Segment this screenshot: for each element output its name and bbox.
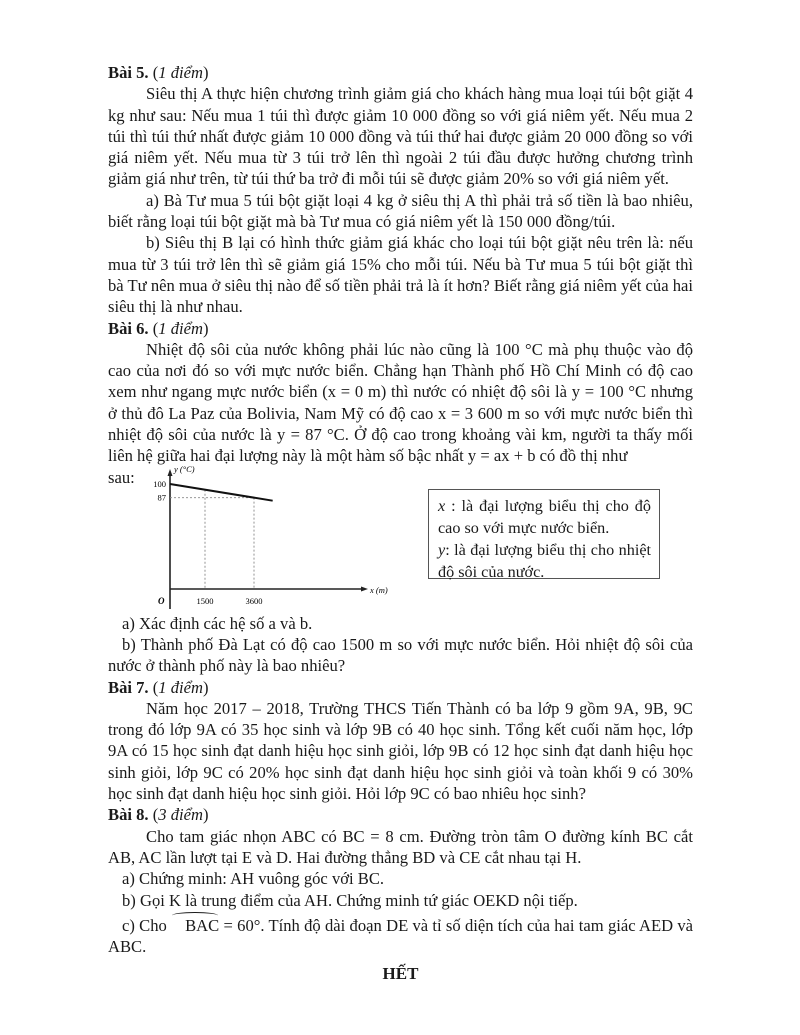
exam-page: [108, 62, 693, 1002]
problem-6-intro: Nhiệt độ sôi của nước không phải lúc nào cũng là 100 °C mà phụ thuộc vào độ cao của nơi đó so với mực nước biển. Chẳng hạn Thành phố Hồ Chí Minh có độ cao xem như ngang mực nước biển (x = 0 m) thì nước có nhiệt độ sôi là y = 100 °C nhưng ở thủ đô La Paz của Bolivia, Nam Mỹ có độ cao x = 3 600 m so với mực nước biển thì nhiệt độ sôi của nước là y = 87 °C. Ở độ cao trong khoảng vài km, người ta thấy mối liên hệ giữa hai đại lượng này là một hàm số bậc nhất y = ax + b có đồ thị như: [108, 339, 693, 466]
problem-6-part-b: b) Thành phố Đà Lạt có độ cao 1500 m so với mực nước biển. Hỏi nhiệt độ sôi của nước ở thành phố này là bao nhiêu?: [108, 634, 693, 676]
x-axis-arrow: [361, 586, 368, 591]
problem-8-part-a: a) Chứng minh: AH vuông góc với BC.: [122, 869, 385, 889]
end-marker: HẾT: [382, 964, 419, 984]
legend-y: y: là đại lượng biểu thị cho nhiệt độ sôi của nước.: [438, 540, 651, 581]
problem-5-part-b: b) Siêu thị B lại có hình thức giảm giá khác cho loại túi bột giặt nêu trên là: nếu mua từ 3 túi trở lên thì sẽ giảm giá 15% cho mỗi túi. Nếu bà Tư mua 5 túi bột giặt thì bà Tư nên mua ở siêu thị nào để số tiền phải trả là ít hơn? Biết rằng giá niêm yết của hai siêu thị là như nhau.: [108, 233, 693, 317]
problem-5-intro: Siêu thị A thực hiện chương trình giảm giá cho khách hàng mua loại túi bột giặt 4 kg như sau: Nếu mua 1 túi thì được giảm 10 000 đồng so với giá niêm yết. Nếu mua 2 túi thì túi thứ nhất được giảm 10 000 đồng và túi thứ hai được giảm 20 000 đồng so với giá niêm yết. Nếu mua từ 3 túi trở lên thì ngoài 2 túi đầu được hưởng chương trình giảm giá như trên, từ túi thứ ba trở đi mỗi túi sẽ được giảm 20% so với giá niêm yết.: [108, 84, 693, 189]
legend-x: x : là đại lượng biểu thị cho độ cao so với mực nước biển.: [438, 496, 651, 537]
function-line: [170, 484, 273, 501]
problem-5-part-a: a) Bà Tư mua 5 túi bột giặt loại 4 kg ở siêu thị A thì phải trả số tiền là bao nhiêu, biết rằng loại túi bột giặt mà bà Tư mua có giá niêm yết là 150 000 đồng/túi.: [108, 190, 693, 232]
problem-5-heading: Bài 5. (1 điểm): [108, 63, 209, 82]
y-tick-87: 87: [157, 492, 166, 503]
x-tick-1500: 1500: [196, 595, 214, 606]
problem-6-heading: Bài 6. (1 điểm): [108, 318, 209, 338]
problem-8-intro: Cho tam giác nhọn ABC có BC = 8 cm. Đường tròn tâm O đường kính BC cắt AB, AC lần lượt tại E và D. Hai đường thẳng BD và CE cắt nhau tại H.: [108, 826, 693, 867]
x-tick-3600: 3600: [245, 595, 263, 606]
angle-bac: BAC: [171, 915, 219, 936]
origin-label: O: [158, 595, 165, 606]
y-axis-arrow: [168, 469, 173, 476]
problem-8-part-b: b) Gọi K là trung điểm của AH. Chứng minh tứ giác OEKD nội tiếp.: [122, 890, 578, 910]
boiling-point-graph: [148, 463, 398, 613]
problem-8-part-c: c) Cho BAC = 60°. Tính độ dài đoạn DE và tỉ số diện tích của hai tam giác AED và ABC.: [108, 915, 694, 957]
problem-6-part-a: a) Xác định các hệ số a và b.: [122, 613, 313, 633]
y-tick-100: 100: [153, 478, 166, 489]
graph-section: [108, 463, 693, 613]
x-axis-label: x (m): [370, 584, 388, 595]
graph-lead-text: sau:: [108, 467, 135, 487]
y-axis-label: y (°C): [174, 463, 195, 474]
variable-legend-box: [428, 489, 660, 579]
problem-7-intro: Năm học 2017 – 2018, Trường THCS Tiến Thành có ba lớp 9 gồm 9A, 9B, 9C trong đó lớp 9A có 35 học sinh và lớp 9B có 40 học sinh. Tổng kết cuối năm học, lớp 9A có 15 học sinh đạt danh hiệu học sinh giỏi, lớp 9B có 12 học sinh đạt danh hiệu học sinh giỏi, lớp 9C có 20% học sinh đạt danh hiệu học sinh giỏi và toàn khối 9 có 30% học sinh đạt danh hiệu học sinh giỏi. Hỏi lớp 9C có bao nhiêu học sinh?: [108, 698, 693, 804]
problem-8-heading: Bài 8. (3 điểm): [108, 805, 209, 825]
problem-7-heading: Bài 7. (1 điểm): [108, 677, 209, 697]
